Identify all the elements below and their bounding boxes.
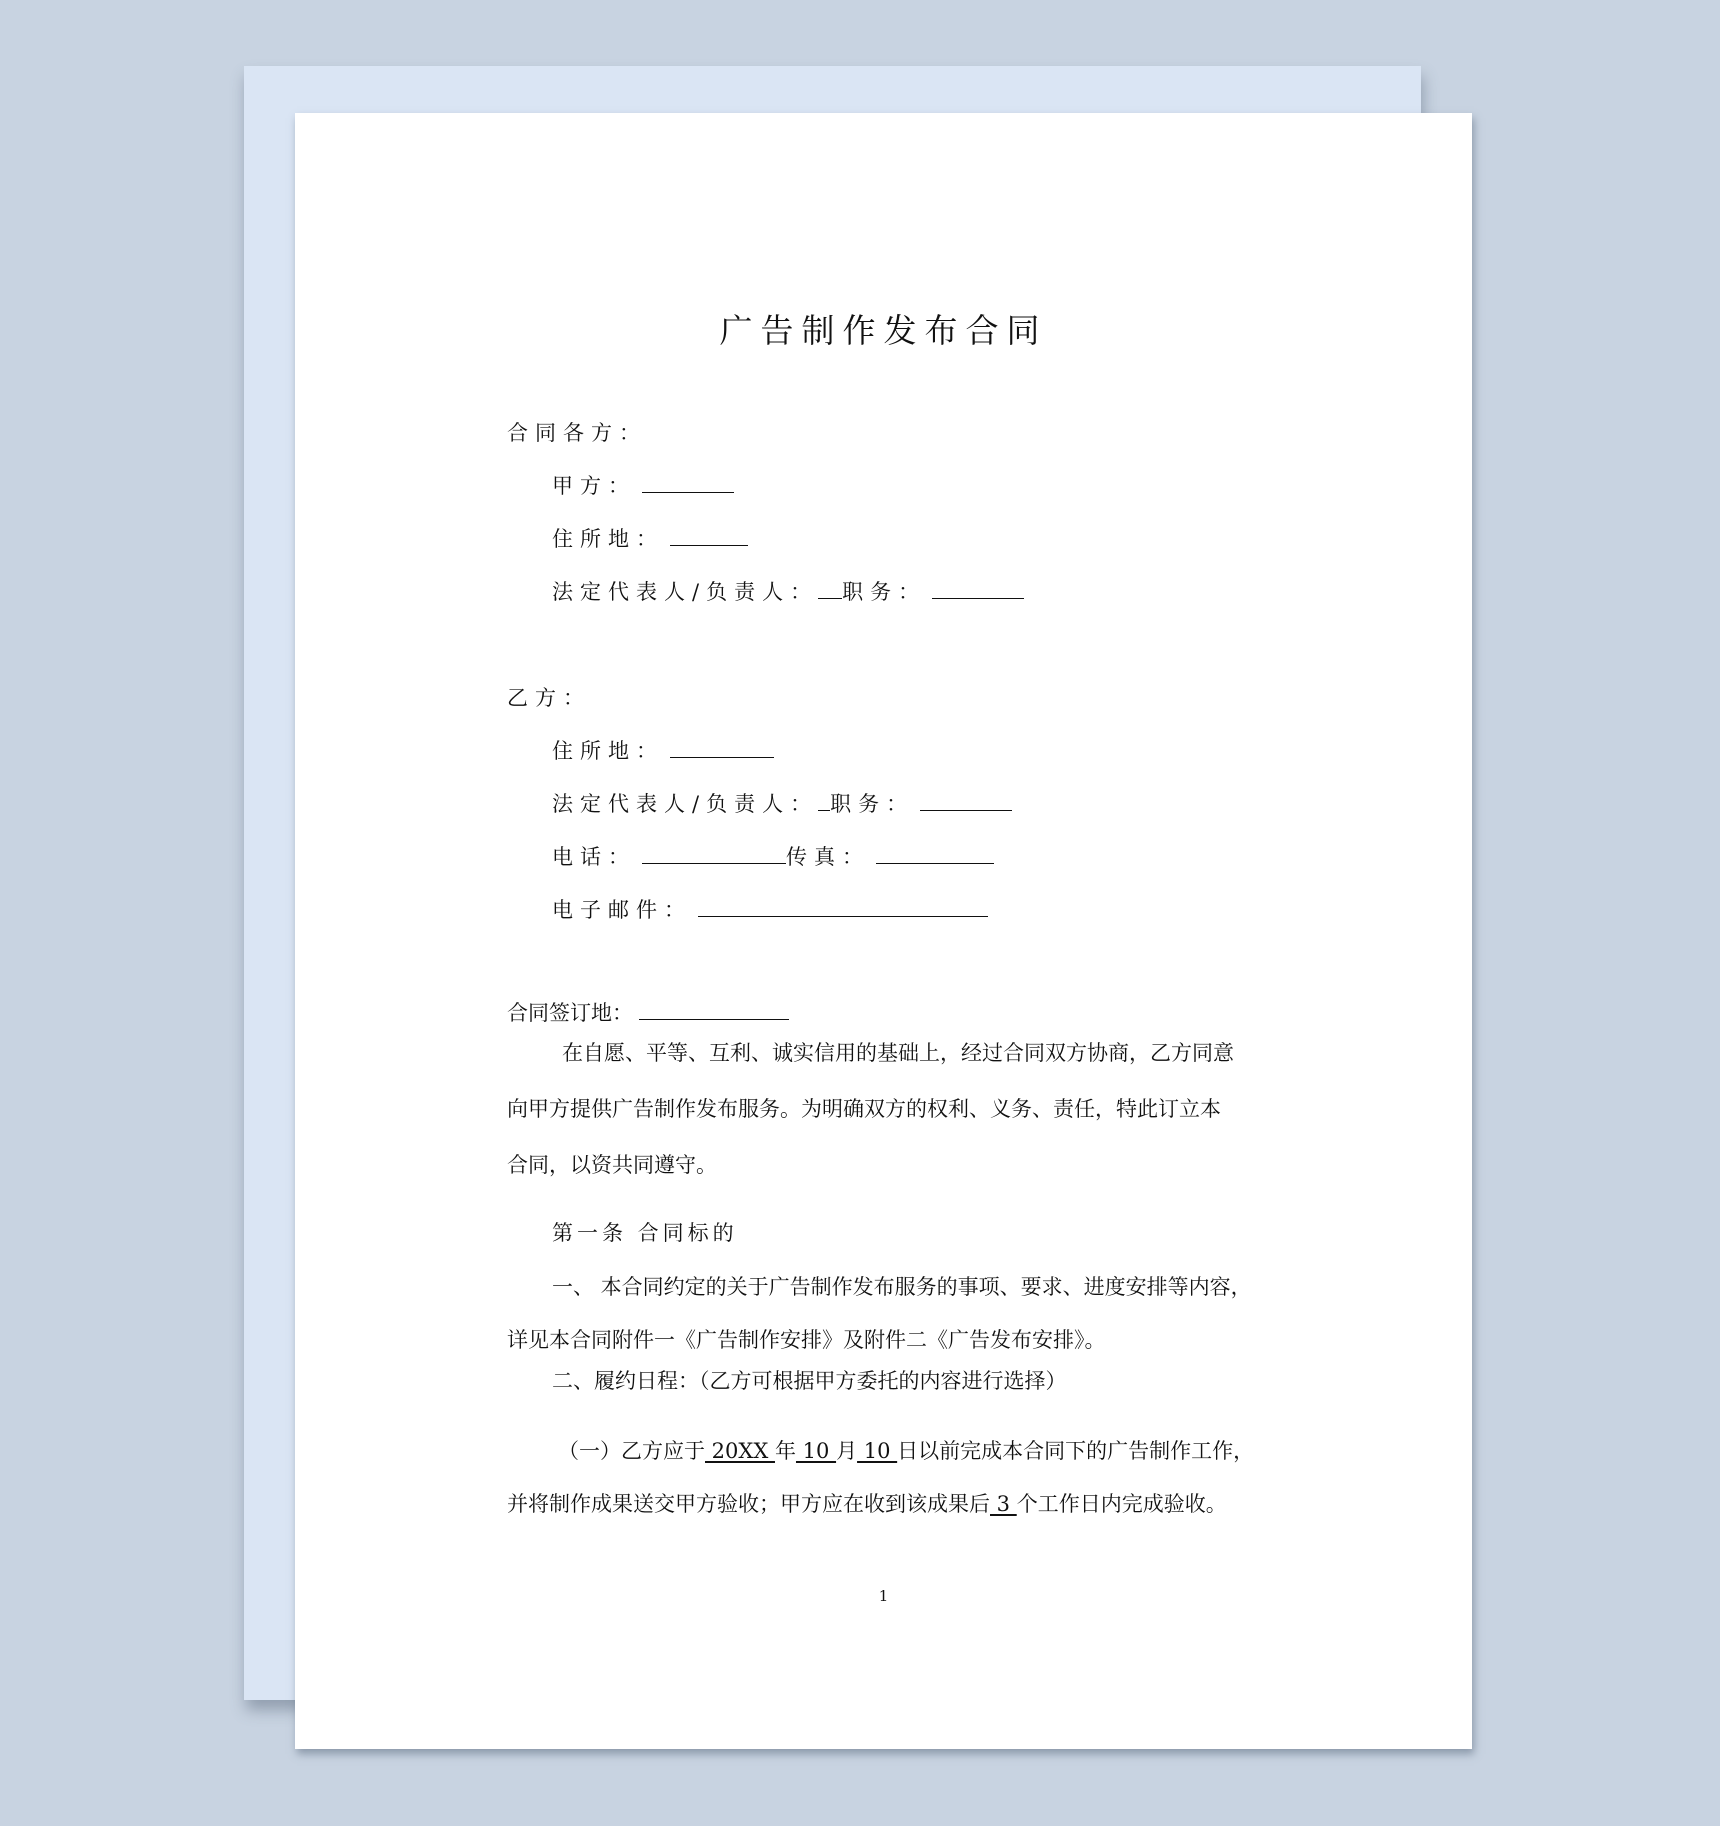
article-1-heading: 第一条 合同标的 bbox=[552, 1221, 738, 1245]
article-1-item-2: 二、履约日程：（乙方可根据甲方委托的内容进行选择） bbox=[552, 1369, 1067, 1393]
preamble-line-1: 在自愿、平等、互利、诚实信用的基础上，经过合同双方协商，乙方同意 bbox=[562, 1041, 1234, 1065]
party-a-rep-row bbox=[552, 578, 1024, 606]
schedule-year-field[interactable]: 20XX bbox=[705, 1439, 775, 1463]
schedule-sub-1-line-1 bbox=[558, 1437, 1254, 1465]
party-b-address-row bbox=[552, 737, 774, 765]
schedule-sub-1-line-2 bbox=[507, 1490, 1227, 1518]
schedule-prefix: （一）乙方应于 bbox=[558, 1439, 705, 1463]
preamble-line-3: 合同，以资共同遵守。 bbox=[507, 1153, 717, 1177]
signing-place-row bbox=[507, 999, 789, 1027]
parties-heading: 合同各方： bbox=[507, 421, 647, 445]
schedule-month-suffix: 月 bbox=[836, 1439, 858, 1463]
party-b-fax-label: 传真： bbox=[786, 845, 870, 869]
signing-place-label: 合同签订地： bbox=[507, 1001, 633, 1025]
party-b-position-label: 职务： bbox=[830, 792, 915, 816]
party-a-address-row bbox=[552, 525, 748, 553]
schedule-line-1-rest: 日以前完成本合同下的广告制作工作， bbox=[897, 1439, 1255, 1463]
party-a-rep-label: 法定代表人/负责人： bbox=[552, 580, 819, 604]
schedule-line-2-suffix: 个工作日内完成验收。 bbox=[1016, 1492, 1227, 1516]
party-a-name-label: 甲方： bbox=[552, 474, 636, 498]
party-b-fax-field[interactable] bbox=[876, 843, 994, 864]
schedule-month-field[interactable]: 10 bbox=[795, 1439, 837, 1463]
party-b-position-field[interactable] bbox=[920, 790, 1012, 811]
party-b-phone-label: 电话： bbox=[552, 845, 636, 869]
party-b-heading: 乙方： bbox=[507, 686, 591, 710]
party-b-address-label: 住所地： bbox=[552, 739, 664, 763]
party-b-email-label: 电子邮件： bbox=[552, 898, 692, 922]
document-page bbox=[295, 113, 1472, 1749]
party-a-name-field[interactable] bbox=[642, 472, 734, 493]
preamble-line-2: 向甲方提供广告制作发布服务。为明确双方的权利、义务、责任，特此订立本 bbox=[507, 1097, 1221, 1121]
party-a-address-field[interactable] bbox=[670, 525, 748, 546]
document-title: 广告制作发布合同 bbox=[719, 311, 1048, 350]
schedule-year-suffix: 年 bbox=[774, 1439, 796, 1463]
schedule-days-field[interactable]: 3 bbox=[990, 1492, 1017, 1516]
party-b-rep-field[interactable] bbox=[818, 790, 830, 811]
party-a-rep-field[interactable] bbox=[818, 578, 842, 599]
party-b-rep-label: 法定代表人/负责人： bbox=[552, 792, 819, 816]
page-number: 1 bbox=[878, 1587, 889, 1605]
party-b-phone-field[interactable] bbox=[642, 843, 786, 864]
party-b-rep-row bbox=[552, 790, 1012, 818]
article-1-item-1-line-1: 一、 本合同约定的关于广告制作发布服务的事项、要求、进度安排等内容， bbox=[552, 1275, 1252, 1299]
party-a-name-row bbox=[552, 472, 734, 500]
party-b-email-field[interactable] bbox=[698, 896, 988, 917]
party-b-contact-row bbox=[552, 843, 994, 871]
party-a-position-label: 职务： bbox=[842, 580, 927, 604]
party-b-email-row bbox=[552, 896, 988, 924]
schedule-line-2-prefix: 并将制作成果送交甲方验收；甲方应在收到该成果后 bbox=[507, 1492, 990, 1516]
party-b-address-field[interactable] bbox=[670, 737, 774, 758]
party-a-address-label: 住所地： bbox=[552, 527, 664, 551]
signing-place-field[interactable] bbox=[639, 999, 789, 1020]
schedule-day-field[interactable]: 10 bbox=[857, 1439, 898, 1463]
article-1-item-1-line-2: 详见本合同附件一《广告制作安排》及附件二《广告发布安排》。 bbox=[507, 1328, 1106, 1352]
party-a-position-field[interactable] bbox=[932, 578, 1024, 599]
